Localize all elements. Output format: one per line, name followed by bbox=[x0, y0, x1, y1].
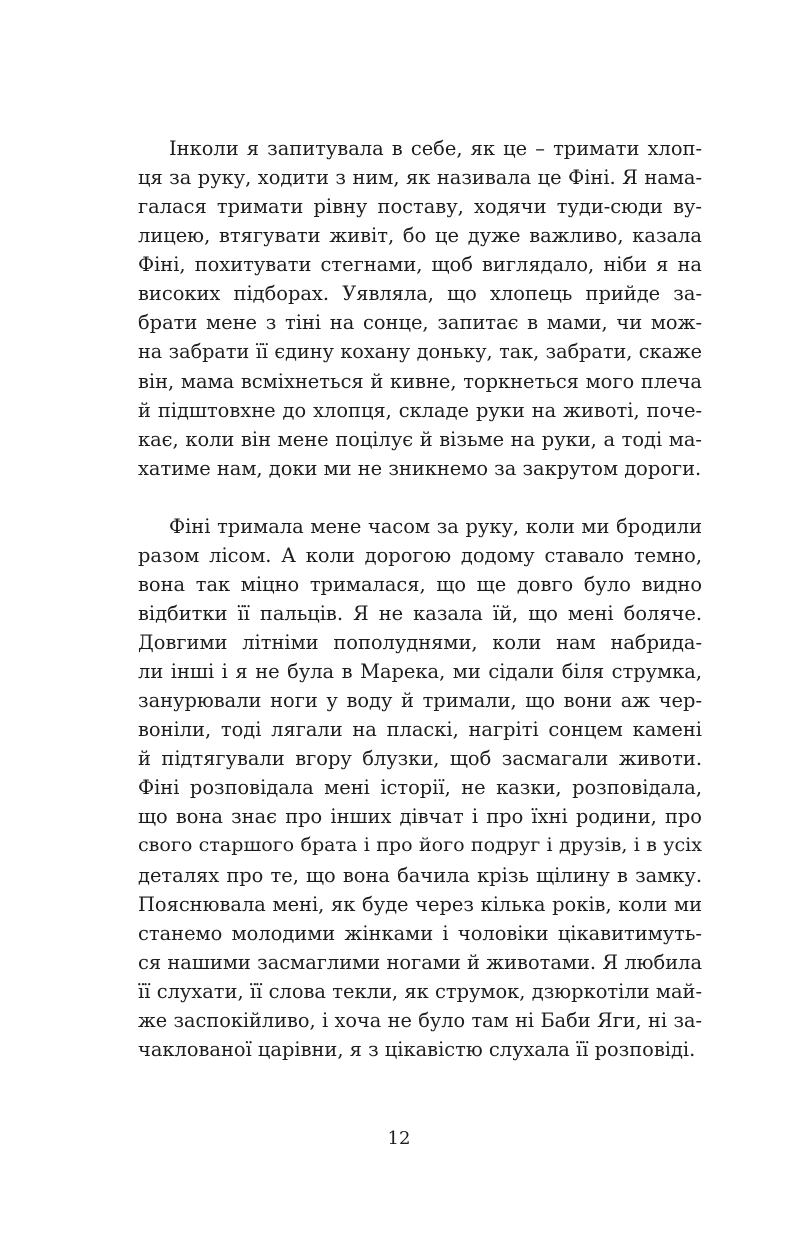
text-line: ли інші і я не була в Марека, ми сідали біля струмка, bbox=[138, 660, 702, 684]
text-line: брати мене з тіні на сонце, запитає в мами, чи мож- bbox=[138, 311, 702, 335]
paragraph-gap bbox=[138, 483, 702, 512]
text-line: що вона знає про інших дівчат і про їхні родини, про bbox=[138, 805, 702, 829]
text-line: разом лісом. А коли дорогою додому ставало темно, bbox=[138, 543, 702, 567]
text-line: станемо молодими жінками і чоловіки цікавитимуть- bbox=[138, 921, 702, 945]
text-line: Пояснювала мені, як буде через кілька років, коли ми bbox=[138, 892, 702, 916]
text-line: він, мама всміхнеться й кивне, торкнеться мого плеча bbox=[138, 369, 702, 393]
text-line: й підштовхне до хлопця, складе руки на животі, поче- bbox=[138, 398, 702, 422]
text-line: ця за руку, ходити з ним, як називала це Фіні. Я нама- bbox=[138, 166, 702, 190]
text-line: й підтягували вгору блузки, щоб засмагали животи. bbox=[138, 747, 702, 771]
text-line: Інколи я запитувала в себе, як це – тримати хлоп- bbox=[169, 137, 702, 160]
text-line: Довгими літніми пополуднями, коли нам набрида- bbox=[138, 631, 702, 654]
text-line: свого старшого брата і про його подруг і друзів, і в усіх bbox=[138, 834, 702, 857]
text-line: лицею, втягувати живіт, бо це дуже важливо, казала bbox=[138, 224, 702, 248]
text-line: Фіні розповідала мені історії, не казки, розповідала, bbox=[138, 776, 702, 800]
paragraph-1 bbox=[138, 134, 702, 483]
text-line: воніли, тоді лягали на пласкі, нагріті сонцем камені bbox=[138, 718, 702, 742]
text-line: її слухати, її слова текли, як струмок, дзюркотіли май- bbox=[138, 979, 702, 1003]
text-body bbox=[138, 134, 702, 1064]
page-number: 12 bbox=[387, 1128, 411, 1149]
text-line: Фіні тримала мене часом за руку, коли ми бродили bbox=[169, 514, 702, 538]
text-line: деталях про те, що вона бачила крізь щілину в замку. bbox=[138, 863, 702, 887]
text-line: же заспокійливо, і хоча не було там ні Баби Яги, ні за- bbox=[138, 1008, 702, 1032]
text-line: вона так міцно трималася, що ще довго було видно bbox=[138, 572, 702, 596]
text-line: Фіні, похитувати стегнами, щоб виглядало, ніби я на bbox=[138, 253, 702, 277]
text-line: чаклованої царівни, я з цікавістю слухала її розповіді. bbox=[138, 1037, 696, 1061]
text-line: ся нашими засмаглими ногами й животами. Я любила bbox=[138, 950, 702, 974]
text-line: хатиме нам, доки ми не зникнемо за закрутом дороги. bbox=[138, 456, 702, 480]
text-line: високих підборах. Уявляла, що хлопець прийде за- bbox=[138, 282, 702, 306]
text-line: відбитки її пальців. Я не казала їй, що мені боляче. bbox=[138, 601, 702, 625]
text-line: кає, коли він мене поцілує й візьме на руки, а тоді ма- bbox=[138, 427, 702, 451]
paragraph-2 bbox=[138, 512, 702, 1064]
text-line: галася тримати рівну поставу, ходячи туди-сюди ву- bbox=[138, 195, 702, 219]
text-line: на забрати її єдину кохану доньку, так, забрати, скаже bbox=[138, 340, 702, 364]
text-line: занурювали ноги у воду й тримали, що вони аж чер- bbox=[138, 689, 702, 713]
